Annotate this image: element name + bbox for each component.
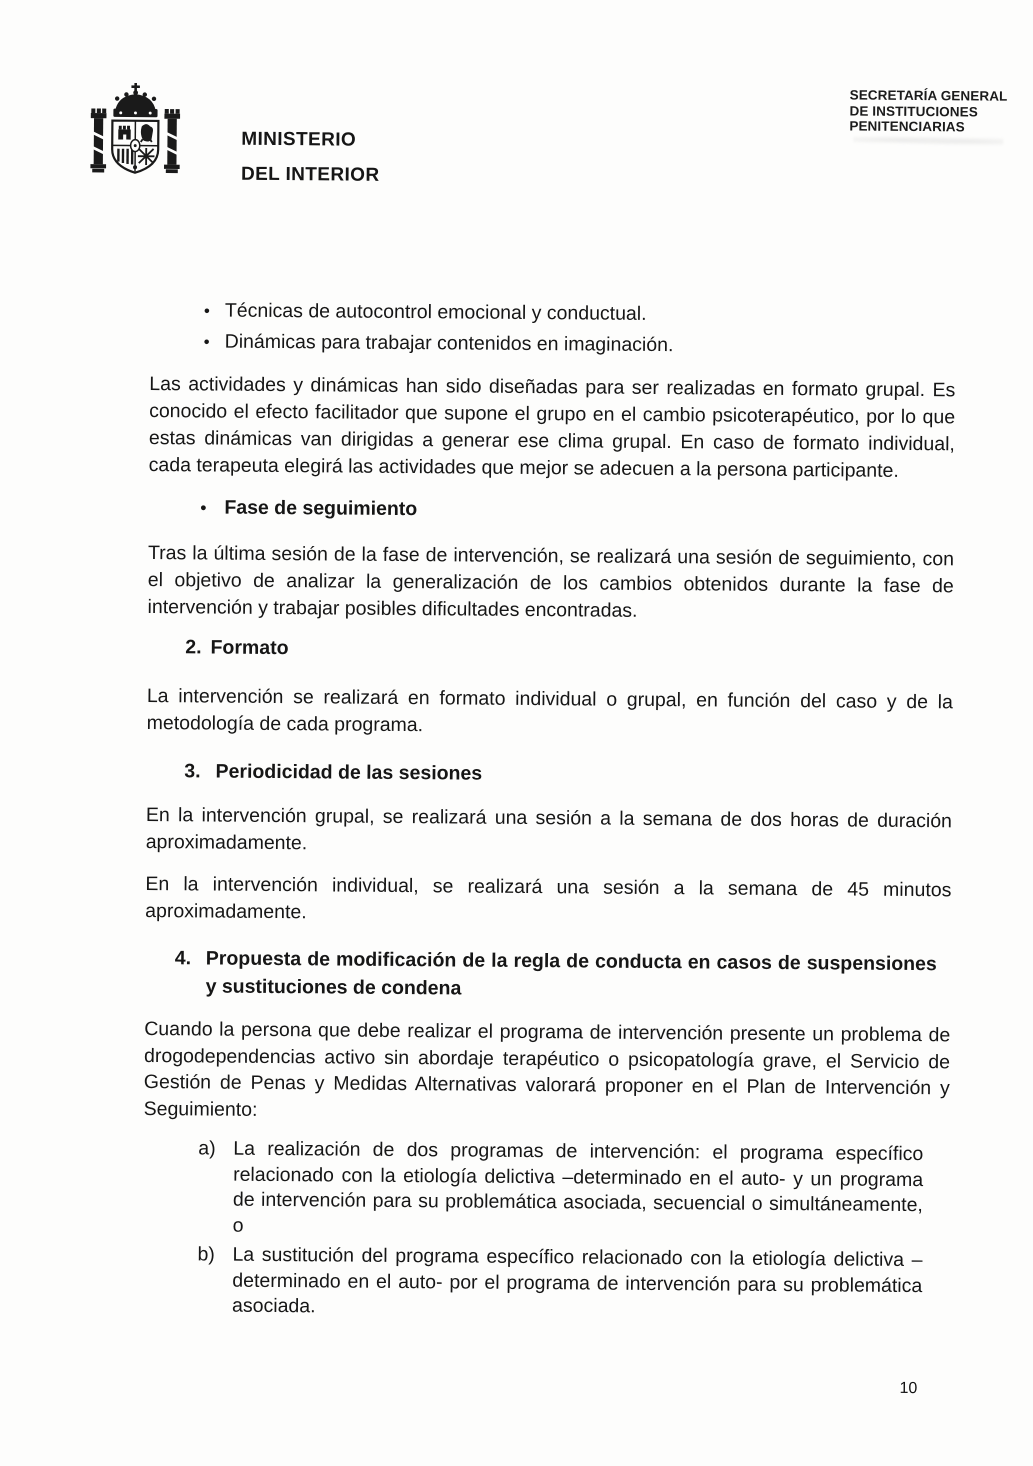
heading-text: Periodicidad de las sesiones <box>215 760 483 785</box>
bullet-icon: • <box>203 301 210 321</box>
heading-propuesta <box>145 944 951 1006</box>
list-item <box>198 1136 924 1244</box>
bullet-icon: • <box>203 332 210 352</box>
heading-formato <box>147 634 953 667</box>
list-item-text: La sustitución del programa específico relacionado con la etiología delictiva –determinado en el auto- por el programa de intervención para su problemática asociada. <box>232 1243 923 1318</box>
secretariat-line-3: PENITENCIARIAS <box>849 118 965 135</box>
paragraph-seguimiento: Tras la última sesión de la fase de intervención, se realizará una sesión de seguimiento, con el objetivo de analizar la generalización de los cambios obtenidos durante la fase de intervención y trabajar posibles dificultades encontradas. <box>147 541 955 622</box>
list-marker: b) <box>197 1243 215 1266</box>
heading-number: 2. <box>185 636 202 659</box>
heading-fase-seguimiento <box>148 494 954 527</box>
ministry-line-2: DEL INTERIOR <box>240 163 380 186</box>
heading-text: Fase de seguimiento <box>224 496 418 521</box>
list-item-text: Técnicas de autocontrol emocional y conductual. <box>224 299 647 325</box>
secretariat-block <box>849 87 1007 135</box>
ministry-line-1: MINISTERIO <box>241 128 357 151</box>
spain-coat-of-arms-icon <box>89 82 182 181</box>
paragraph-individual: En la intervención individual, se realizará una sesión a la semana de 45 minutos aproximadamente. <box>145 872 952 924</box>
ministry-title <box>241 122 380 193</box>
document-body <box>142 295 956 1325</box>
list-item <box>150 326 956 363</box>
list-item-text: La realización de dos programas de intervención: el programa específico relacionado con la etiología delictiva –determinado en el auto- y un programa de intervención para su problemática asociada, secuencial o simultáneamente, o <box>232 1137 924 1237</box>
paragraph-condiciones: Cuando la persona que debe realizar el programa de intervención presente un problema de drogodependencias activo sin abordaje terapéutico o psicopatología grave, el Servicio de Gestión de Penas y Medidas Alternativas valorará proponer en el Plan de Intervención y Seguimiento: <box>143 1017 951 1121</box>
list-item <box>197 1242 923 1324</box>
list-item-text: Dinámicas para trabajar contenidos en imaginación. <box>224 330 674 357</box>
secretariat-line-1: SECRETARÍA GENERAL <box>849 87 1008 104</box>
scan-artifact <box>853 135 1003 146</box>
paragraph-formato: La intervención se realizará en formato individual o grupal, en función del caso y de la metodología de cada programa. <box>146 684 953 737</box>
heading-number: 3. <box>184 760 201 783</box>
list-marker: a) <box>198 1137 216 1160</box>
secretariat-line-2: DE INSTITUCIONES <box>849 102 978 119</box>
bullet-icon: • <box>200 498 207 518</box>
heading-text: Formato <box>210 636 289 660</box>
paragraph-activities: Las actividades y dinámicas han sido diseñadas para ser realizadas en formato grupal. Es conocido el efecto facilitador que supone el grupo en el cambio psicoterapéutico, por lo que estas dinámicas van dirigidas a generar ese clima grupal. En caso de formato individual, cada terapeuta elegirá las actividades que mejor se adecuen a la persona participante. <box>148 372 956 482</box>
paragraph-grupal: En la intervención grupal, se realizará una sesión a la semana de dos horas de duración aproximadamente. <box>145 803 953 855</box>
heading-periodicidad <box>146 758 952 791</box>
heading-number: 4. <box>174 947 192 970</box>
lettered-list <box>142 1136 949 1325</box>
heading-text: Propuesta de modificación de la regla de conducta en casos de suspensiones y sustituciones de condena <box>205 947 937 1000</box>
page-number: 10 <box>899 1379 918 1398</box>
